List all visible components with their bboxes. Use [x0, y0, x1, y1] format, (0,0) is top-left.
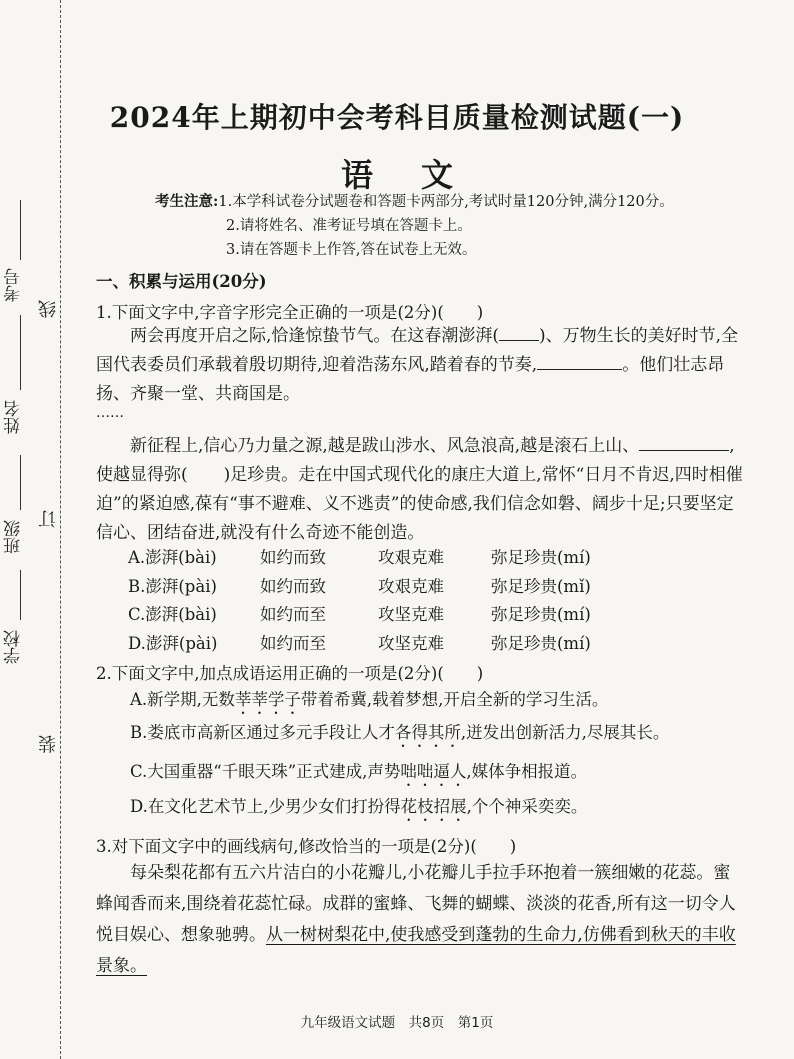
dotted-idiom: 莘莘学子: [234, 690, 301, 709]
answer-blank: [537, 369, 622, 370]
question-1-passage-1: [96, 322, 746, 409]
passage-text: 每朵梨花都有五六片洁白的小花瓣儿,小花瓣儿手拉手环抱着一簇细嫩的花蕊。蜜蜂闻香而来,围绕着花蕊忙碌。成群的蜜蜂、飞舞的蝴蝶、淡淡的花香,所有这一切令人悦目娱心、想象驰骋。: [96, 863, 736, 945]
binding-label-school: 学校: [4, 630, 24, 664]
underlined-sentence: 从一树树梨花中,使我感受到蓬勃的生命力,仿佛看到秋天的丰收景象。: [96, 925, 736, 976]
question-3-passage: [96, 858, 746, 982]
passage-2-text-a: 新征程上,信心乃力量之源,越是跋山涉水、风急浪高,越是滚石上山、: [130, 436, 640, 456]
notice-label: 考生注意:: [155, 193, 219, 210]
dotted-idiom: 各得其所: [394, 723, 461, 742]
page-footer: 九年级语文试题 共8页 第1页: [300, 1015, 494, 1031]
answer-blank: [639, 450, 729, 451]
passage-1-text-c: 。他们壮志昂扬、齐聚一堂、共商国是。: [96, 355, 725, 404]
option-d[interactable]: D.澎湃(pài) 如约而至 攻坚克难 弥足珍贵(mí): [128, 633, 591, 653]
question-1-stem: 1.下面文字中,字音字形完全正确的一项是(2分)( ): [96, 303, 484, 322]
option-c[interactable]: C.大国重器“千眼天珠”正式建成,声势咄咄逼人,媒体争相报道。: [130, 762, 588, 781]
dotted-idiom: 花枝招展: [400, 797, 467, 816]
option-b[interactable]: B.娄底市高新区通过多元手段让人才各得其所,迸发出创新活力,尽展其长。: [130, 723, 670, 742]
binding-blank-name: [20, 315, 21, 390]
subject-title: 语文: [340, 156, 501, 194]
option-c[interactable]: C.澎湃(bài) 如约而至 攻坚克难 弥足珍贵(mí): [128, 605, 591, 624]
passage-1-text-a: 两会再度开启之际,恰逢惊蛰节气。在这春潮澎湃(: [130, 326, 500, 346]
ellipsis: ……: [96, 405, 124, 421]
binding-mark-zhuang: 装: [38, 735, 59, 753]
answer-blank: [499, 340, 539, 341]
binding-blank-school: [20, 570, 21, 620]
notice-item-1: 1.本学科试卷分试题卷和答题卡两部分,考试时量120分钟,满分120分。: [218, 194, 674, 210]
option-a[interactable]: A.新学期,无数莘莘学子带着希冀,载着梦想,开启全新的学习生活。: [130, 690, 609, 709]
option-b[interactable]: B.澎湃(pài) 如约而致 攻艰克难 弥足珍贵(mǐ): [128, 576, 591, 596]
notice-item-3: 3.请在答题卡上作答,答在试卷上无效。: [226, 242, 477, 258]
binding-blank-class: [20, 455, 21, 510]
passage-1-text-b: )、万物生长的美好时节,全国代表委员们承载着殷切期待,迎着浩荡东风,踏着春的节奏,: [96, 326, 739, 375]
question-1-passage-2: [96, 432, 746, 548]
binding-blank-exam-no: [20, 200, 21, 260]
exam-title: 2024年上期初中会考科目质量检测试题(一): [109, 101, 685, 134]
question-3-stem: 3.对下面文字中的画线病句,修改恰当的一项是(2分)( ): [96, 837, 517, 856]
section-heading: 一、积累与运用(20分): [96, 272, 267, 291]
question-1-options: [128, 544, 591, 658]
question-2-stem: 2.下面文字中,加点成语运用正确的一项是(2分)( ): [96, 664, 484, 683]
passage-2-text-b: ,使越显得弥(: [96, 436, 735, 485]
binding-label-name: 姓名: [4, 400, 24, 434]
binding-label-exam-no: 考号: [4, 268, 24, 302]
option-d[interactable]: D.在文化艺术节上,少男少女们打扮得花枝招展,个个神采奕奕。: [130, 797, 588, 816]
notice-item-2: 2.请将姓名、准考证号填在答题卡上。: [226, 218, 472, 234]
binding-label-class: 班级: [4, 520, 24, 554]
question-2-options: [96, 685, 746, 825]
binding-mark-ding: 订: [38, 510, 59, 528]
dotted-idiom: 咄咄逼人: [400, 762, 467, 781]
candidate-notice: [155, 190, 674, 262]
passage-2-text-c: )足珍贵。走在中国式现代化的康庄大道上,常怀“日月不肯迟,四时相催迫”的紧迫感,葆有“事不避难、义不逃责”的使命感,我们信念如磐、阔步十足;只要坚定信心、团结奋进,就没有什么奇迹不能创造。: [96, 465, 743, 543]
binding-mark-xian: 线: [38, 300, 59, 318]
option-a[interactable]: A.澎湃(bài) 如约而致 攻艰克难 弥足珍贵(mí): [128, 548, 591, 567]
